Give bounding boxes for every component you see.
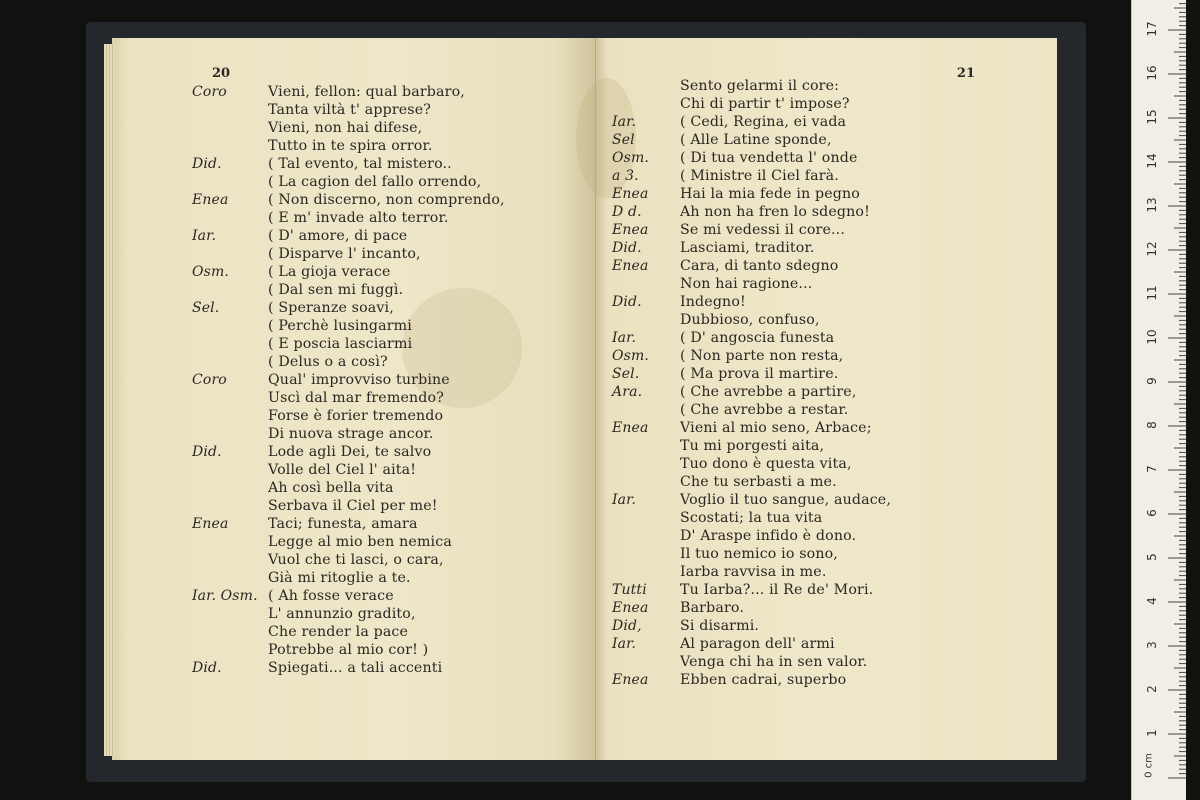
- verse-text: ( Ministre il Ciel farà.: [680, 168, 839, 184]
- verse-text: ( D' amore, di pace: [268, 228, 408, 244]
- speaker-name: Enea: [612, 258, 649, 274]
- speaker-name: Enea: [612, 600, 649, 616]
- verse-text: ( La gioja verace: [268, 264, 391, 280]
- ruler-number: 14: [1145, 153, 1159, 169]
- speaker-name: Did,: [612, 618, 642, 634]
- verse-text: Il tuo nemico io sono,: [680, 546, 838, 562]
- verse-text: ( Perchè lusingarmi: [268, 318, 412, 334]
- speaker-name: Iar. Osm.: [192, 588, 258, 604]
- ruler-number: 8: [1145, 421, 1159, 429]
- verse-text: Spiegati... a tali accenti: [268, 660, 443, 676]
- right-page: [596, 38, 1057, 760]
- speaker-name: Coro: [192, 84, 227, 100]
- speaker-name: Tutti: [612, 582, 647, 598]
- verse-text: Tu Iarba?... il Re de' Mori.: [680, 582, 874, 598]
- verse-text: ( E m' invade alto terror.: [268, 210, 449, 226]
- verse-text: Taci; funesta, amara: [268, 516, 418, 532]
- ruler-unit-label: 0 cm: [1143, 753, 1155, 778]
- ruler-number: 5: [1145, 553, 1159, 561]
- verse-text: Iarba ravvisa in me.: [680, 564, 827, 580]
- verse-text: L' annunzio gradito,: [268, 606, 416, 622]
- speaker-name: Osm.: [192, 264, 229, 280]
- verse-text: ( Tal evento, tal mistero..: [268, 156, 452, 172]
- verse-text: ( Delus o a così?: [268, 354, 388, 370]
- speaker-name: Iar.: [192, 228, 217, 244]
- speaker-name: Enea: [612, 222, 649, 238]
- speaker-name: Iar.: [612, 636, 637, 652]
- verse-text: Volle del Ciel l' aita!: [268, 462, 417, 478]
- speaker-name: Enea: [612, 186, 649, 202]
- verse-text: Tanta viltà t' apprese?: [268, 102, 432, 118]
- ruler-number: 10: [1145, 329, 1159, 345]
- ruler-number: 7: [1145, 465, 1159, 473]
- speaker-name: Did.: [192, 156, 222, 172]
- page-number-left: 20: [212, 66, 231, 81]
- speaker-name: Osm.: [612, 150, 649, 166]
- ruler-number: 9: [1145, 377, 1159, 385]
- verse-text: Al paragon dell' armi: [680, 636, 835, 652]
- verse-text: Se mi vedessi il core...: [680, 222, 846, 238]
- verse-text: ( La cagion del fallo orrendo,: [268, 174, 482, 190]
- verse-text: Qual' improvviso turbine: [268, 372, 450, 388]
- verse-text: Ah non ha fren lo sdegno!: [680, 204, 870, 220]
- verse-text: D' Araspe infido è dono.: [680, 528, 857, 544]
- verse-text: ( Ma prova il martire.: [680, 366, 839, 382]
- verse-text: Lasciami, traditor.: [680, 240, 815, 256]
- ruler-number: 11: [1145, 285, 1159, 301]
- verse-text: Indegno!: [680, 294, 746, 310]
- speaker-name: Enea: [192, 516, 229, 532]
- verse-text: Barbaro.: [680, 600, 744, 616]
- verse-text: Cara, di tanto sdegno: [680, 258, 839, 274]
- speaker-name: Enea: [192, 192, 229, 208]
- speaker-name: Did.: [612, 294, 642, 310]
- verse-text: Sento gelarmi il core:: [680, 78, 840, 94]
- speaker-name: Did.: [612, 240, 642, 256]
- speaker-name: Sel.: [192, 300, 220, 316]
- verse-text: Non hai ragione...: [680, 276, 813, 292]
- verse-text: Di nuova strage ancor.: [268, 426, 434, 442]
- verse-text: ( Di tua vendetta l' onde: [680, 150, 858, 166]
- verse-text: Vieni, fellon: qual barbaro,: [268, 84, 465, 100]
- speaker-name: Sel: [612, 132, 635, 148]
- verse-text: ( Ah fosse verace: [268, 588, 394, 604]
- verse-text: Tuo dono è questa vita,: [680, 456, 852, 472]
- verse-text: Che tu serbasti a me.: [680, 474, 837, 490]
- left-page: [112, 38, 596, 760]
- open-book: [112, 38, 1057, 760]
- speaker-name: Ara.: [612, 384, 643, 400]
- speaker-name: Iar.: [612, 114, 637, 130]
- verse-text: Che render la pace: [268, 624, 409, 640]
- speaker-name: Osm.: [612, 348, 649, 364]
- speaker-name: Coro: [192, 372, 227, 388]
- verse-text: Si disarmi.: [680, 618, 760, 634]
- verse-text: ( Non discerno, non comprendo,: [268, 192, 505, 208]
- verse-text: ( Che avrebbe a restar.: [680, 402, 849, 418]
- verse-text: Uscì dal mar fremendo?: [268, 390, 444, 406]
- verse-text: Lode agli Dei, te salvo: [268, 444, 432, 460]
- verse-text: ( Cedi, Regina, ei vada: [680, 114, 847, 130]
- speaker-name: a 3.: [612, 168, 639, 184]
- verse-text: Serbava il Ciel per me!: [268, 498, 438, 514]
- ruler-number: 13: [1145, 197, 1159, 213]
- ruler-number: 4: [1145, 597, 1159, 605]
- speaker-name: Did.: [192, 444, 222, 460]
- verse-text: ( D' angoscia funesta: [680, 330, 835, 346]
- ruler-number: 16: [1145, 65, 1159, 81]
- verse-text: Tutto in te spira orror.: [268, 138, 433, 154]
- verse-text: Vieni, non hai difese,: [268, 120, 423, 136]
- verse-text: Tu mi porgesti aita,: [680, 438, 825, 454]
- verse-text: ( Disparve l' incanto,: [268, 246, 421, 262]
- verse-text: Vuol che ti lasci, o cara,: [268, 552, 444, 568]
- verse-text: Forse è forier tremendo: [268, 408, 444, 424]
- ruler-number: 15: [1145, 109, 1159, 125]
- verse-text: Ebben cadrai, superbo: [680, 672, 847, 688]
- verse-text: Ah così bella vita: [268, 480, 394, 496]
- speaker-name: Enea: [612, 420, 649, 436]
- verse-text: Legge al mio ben nemica: [268, 534, 452, 550]
- verse-text: Scostati; la tua vita: [680, 510, 823, 526]
- verse-text: Venga chi ha in sen valor.: [680, 654, 868, 670]
- page-number-right: 21: [956, 66, 975, 81]
- ruler-number: 12: [1145, 241, 1159, 257]
- verse-text: Chi di partir t' impose?: [680, 96, 850, 112]
- verse-text: Hai la mia fede in pegno: [680, 186, 861, 202]
- verse-text: ( Non parte non resta,: [680, 348, 844, 364]
- speaker-name: Sel.: [612, 366, 640, 382]
- ruler-number: 6: [1145, 509, 1159, 517]
- ruler-ticks: [1132, 0, 1186, 800]
- verse-text: Vieni al mio seno, Arbace;: [680, 420, 872, 436]
- ruler-number: 1: [1145, 729, 1159, 737]
- verse-text: Dubbioso, confuso,: [680, 312, 820, 328]
- measuring-ruler: [1131, 0, 1186, 800]
- ruler-number: 3: [1145, 641, 1159, 649]
- speaker-name: Did.: [192, 660, 222, 676]
- verse-text: ( E poscia lasciarmi: [268, 336, 413, 352]
- verse-text: Potrebbe al mio cor! ): [268, 642, 429, 658]
- ruler-number: 2: [1145, 685, 1159, 693]
- speaker-name: Enea: [612, 672, 649, 688]
- verse-text: ( Che avrebbe a partire,: [680, 384, 857, 400]
- verse-text: ( Dal sen mi fuggì.: [268, 282, 404, 298]
- verse-text: Già mi ritoglie a te.: [268, 570, 411, 586]
- speaker-name: Iar.: [612, 492, 637, 508]
- speaker-name: D d.: [612, 204, 642, 220]
- ruler-number: 17: [1145, 21, 1159, 37]
- verse-text: ( Alle Latine sponde,: [680, 132, 832, 148]
- verse-text: ( Speranze soavi,: [268, 300, 394, 316]
- verse-text: Voglio il tuo sangue, audace,: [680, 492, 892, 508]
- speaker-name: Iar.: [612, 330, 637, 346]
- page-edges: [104, 44, 114, 756]
